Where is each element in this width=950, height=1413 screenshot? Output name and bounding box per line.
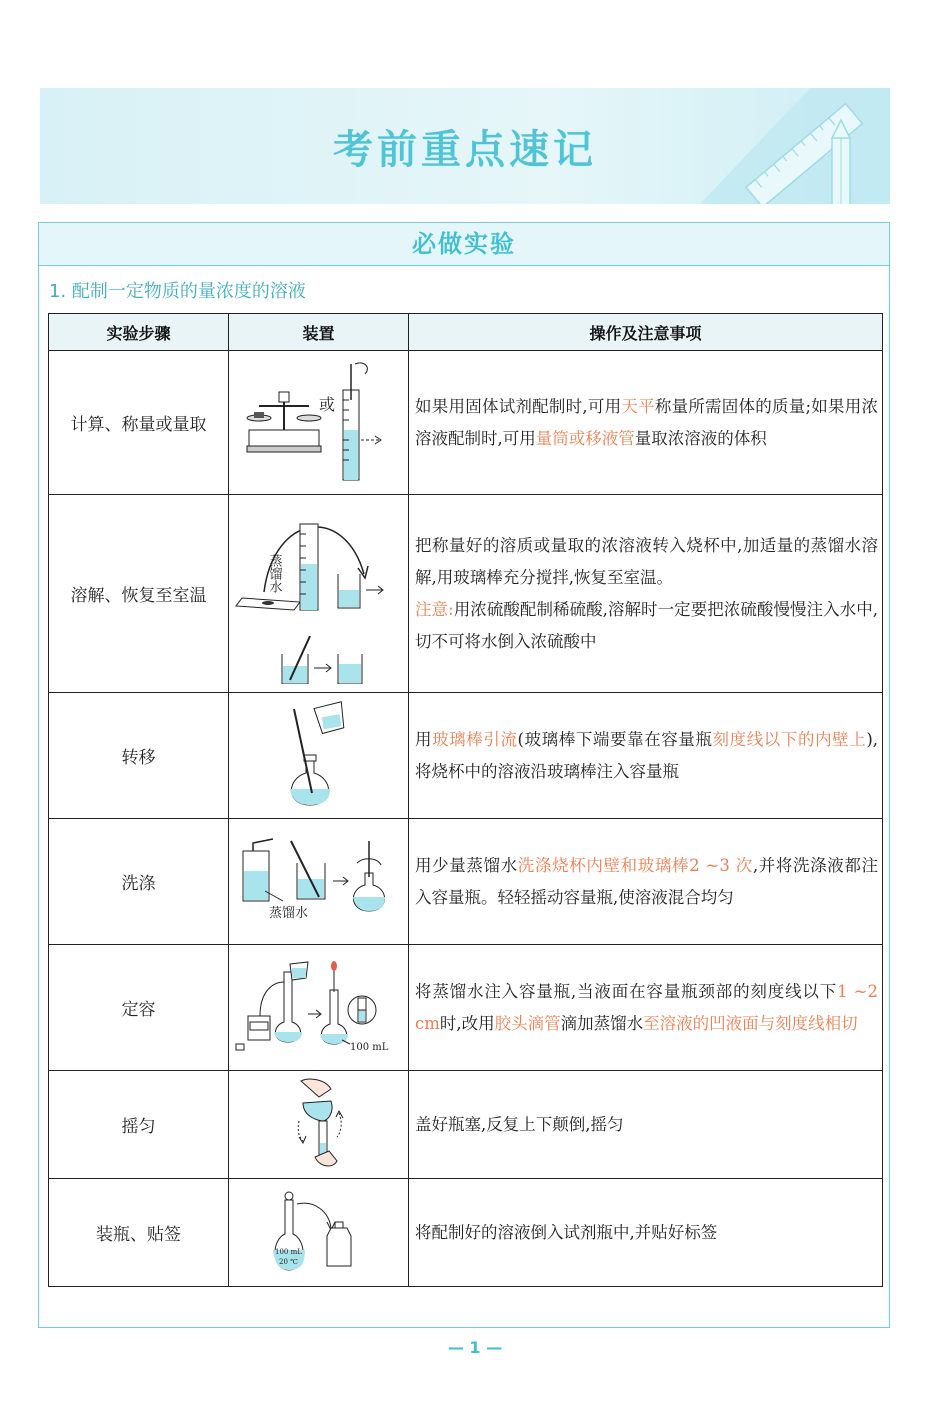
apparatus-cell — [229, 351, 409, 495]
steps-table — [48, 313, 883, 1287]
header-banner — [40, 88, 890, 204]
step-notes — [409, 819, 883, 945]
step-notes — [409, 495, 883, 693]
wash-figure — [239, 837, 399, 927]
step-notes — [409, 945, 883, 1071]
note-text: ,并将洗涤液都注入容量瓶。轻轻摇动容量瓶,使溶液混合均匀 — [415, 855, 878, 907]
table-header-row — [49, 314, 883, 351]
step-name: 计算、称量或量取 — [49, 351, 229, 495]
table-row — [49, 945, 883, 1071]
highlight-text: 玻璃棒引流 — [432, 729, 518, 749]
note-text: 把称量好的溶质或量取的浓溶液转入烧杯中,加适量的蒸馏水溶解,用玻璃棒充分搅拌,恢复至室温。 — [415, 535, 878, 587]
table-row — [49, 1071, 883, 1179]
note-text: 时,改用 — [439, 1013, 495, 1033]
table-row — [49, 1179, 883, 1287]
table-row — [49, 495, 883, 693]
note-text: 如果用固体试剂配制时,可用 — [415, 396, 622, 416]
label-water: 蒸馏水 — [266, 553, 281, 593]
highlight-text: 刻度线以下的内壁上 — [712, 729, 867, 749]
label-flask-temp: 20 ℃ — [278, 1257, 298, 1266]
apparatus-cell — [229, 945, 409, 1071]
table-row — [49, 351, 883, 495]
page-number: — 1 — — [447, 1338, 503, 1357]
dissolve-figure — [234, 504, 404, 684]
note-text: 用少量蒸馏水 — [415, 855, 518, 875]
step-name: 摇匀 — [49, 1071, 229, 1179]
header-notes: 操作及注意事项 — [409, 314, 883, 351]
header-apparatus: 装置 — [229, 314, 409, 351]
highlight-text: 量筒或移液管 — [535, 428, 635, 448]
shake-figure — [279, 1077, 359, 1173]
note-text: 滴加蒸馏水 — [560, 1013, 644, 1033]
highlight-text: 天平 — [621, 396, 655, 416]
note-text: (玻璃棒下端要靠在容量瓶 — [517, 729, 713, 749]
bottling-figure — [269, 1190, 369, 1276]
balance-cylinder-figure — [239, 360, 399, 486]
step-name: 转移 — [49, 693, 229, 819]
header-step: 实验步骤 — [49, 314, 229, 351]
step-name: 溶解、恢复至室温 — [49, 495, 229, 693]
note-text: 将蒸馏水注入容量瓶,当液面在容量瓶颈部的刻度线以下 — [415, 981, 838, 1001]
experiment-section — [38, 222, 890, 1328]
step-name: 装瓶、贴签 — [49, 1179, 229, 1287]
volume-fix-figure — [234, 960, 404, 1056]
highlight-text: 1 ~2 cm — [415, 981, 878, 1033]
step-notes — [409, 351, 883, 495]
apparatus-cell — [229, 819, 409, 945]
step-notes — [409, 1179, 883, 1287]
transfer-figure — [264, 701, 374, 811]
table-row — [49, 693, 883, 819]
page-title: 考前重点速记 — [333, 127, 597, 173]
note-text: 将配制好的溶液倒入试剂瓶中,并贴好标签 — [415, 1222, 718, 1242]
note-text: 用 — [415, 729, 433, 749]
apparatus-cell — [229, 1071, 409, 1179]
highlight-text: 洗涤烧杯内壁和玻璃棒2 ~3 次 — [517, 855, 753, 875]
section-title: 必做实验 — [39, 223, 889, 266]
apparatus-cell — [229, 495, 409, 693]
step-notes — [409, 1071, 883, 1179]
apparatus-cell — [229, 693, 409, 819]
step-name: 定容 — [49, 945, 229, 1071]
step-notes — [409, 693, 883, 819]
table-row — [49, 819, 883, 945]
apparatus-cell — [229, 1179, 409, 1287]
highlight-text: 注意: — [415, 599, 454, 619]
label-water: 蒸馏水 — [268, 905, 308, 921]
label-or: 或 — [318, 394, 335, 414]
note-text: 量取浓溶液的体积 — [634, 428, 767, 448]
highlight-text: 至溶液的凹液面与刻度线相切 — [643, 1013, 858, 1033]
section-subtitle: 1. 配制一定物质的量浓度的溶液 — [49, 281, 306, 302]
label-flask-volume: 100 mL — [274, 1247, 302, 1256]
note-text: 盖好瓶塞,反复上下颠倒,摇匀 — [415, 1114, 624, 1134]
note-text: ),将烧杯中的溶液沿玻璃棒注入容量瓶 — [415, 729, 879, 781]
step-name: 洗涤 — [49, 819, 229, 945]
note-text: 称量所需固体的质量;如果用浓溶液配制时,可用 — [415, 396, 879, 448]
label-volume: 100 mL — [349, 1041, 388, 1053]
highlight-text: 胶头滴管 — [494, 1013, 561, 1033]
note-text: 用浓硫酸配制稀硫酸,溶解时一定要把浓硫酸慢慢注入水中,切不可将水倒入浓硫酸中 — [415, 599, 878, 651]
